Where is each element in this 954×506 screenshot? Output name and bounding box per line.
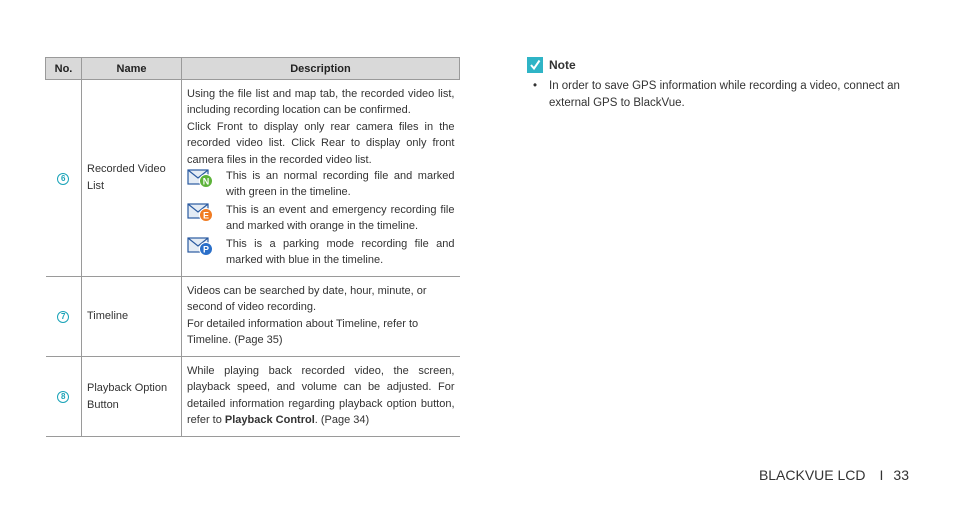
recording-type-text: This is an event and emergency recording file and marked with orange in the timeline. xyxy=(226,204,455,232)
table-row xyxy=(46,80,460,277)
description-paragraph: Using the file list and map tab, the recorded video list, including recording location can be confirmed. xyxy=(187,87,455,117)
note-list-item xyxy=(533,78,913,111)
item-number-badge: 6 xyxy=(57,173,69,185)
table-row xyxy=(46,357,460,437)
event-recording-icon xyxy=(187,203,215,222)
svg-text:E: E xyxy=(202,210,210,221)
table-header-row xyxy=(46,58,460,80)
description-paragraph: Videos can be searched by date, hour, minute, or second of video recording. xyxy=(187,284,427,313)
normal-recording-icon xyxy=(187,169,215,188)
page-number: 33 xyxy=(893,467,909,483)
recording-type-normal xyxy=(187,169,455,200)
recording-type-parking xyxy=(187,237,455,268)
item-description xyxy=(182,277,460,357)
playback-control-reference: Playback Control xyxy=(224,414,315,426)
bullet-icon: • xyxy=(533,80,538,92)
footer-product: BLACKVUE LCD xyxy=(758,467,866,483)
note-title: Note xyxy=(549,58,576,72)
header-name: Name xyxy=(82,58,182,80)
item-name: Recorded Video List xyxy=(82,80,182,277)
check-icon xyxy=(527,57,543,73)
header-no: No. xyxy=(46,58,82,80)
item-number-badge: 8 xyxy=(57,391,69,403)
note-text: In order to save GPS information while recording a video, connect an external GPS to BlackVue. xyxy=(549,80,900,109)
header-description: Description xyxy=(182,58,460,80)
item-name: Playback Option Button xyxy=(82,357,182,437)
item-name: Timeline xyxy=(82,277,182,357)
note-header xyxy=(527,57,576,73)
svg-text:P: P xyxy=(202,244,210,255)
table-row xyxy=(46,277,460,357)
page-footer xyxy=(759,467,909,483)
recording-type-text: This is a parking mode recording file and marked with blue in the timeline. xyxy=(226,238,455,266)
description-paragraph: Click Front to display only rear camera files in the recorded video list. Click Rear to display only front camera files in the recorded video list. xyxy=(187,120,455,166)
spec-table xyxy=(45,57,460,437)
description-paragraph: While playing back recorded video, the screen, playback speed, and volume can be adjusted. For detailed information regarding playback option button, refer to Playback Control. (Page 34) xyxy=(187,364,455,426)
parking-recording-icon xyxy=(187,237,215,256)
footer-separator: I xyxy=(879,467,884,483)
recording-type-event xyxy=(187,203,455,234)
svg-text:N: N xyxy=(202,176,210,187)
item-description xyxy=(182,357,460,437)
item-number-badge: 7 xyxy=(57,311,69,323)
description-paragraph: For detailed information about Timeline, refer to Timeline. (Page 35) xyxy=(187,317,419,346)
recording-type-text: This is an normal recording file and marked with green in the timeline. xyxy=(226,170,455,198)
item-description xyxy=(182,80,460,277)
